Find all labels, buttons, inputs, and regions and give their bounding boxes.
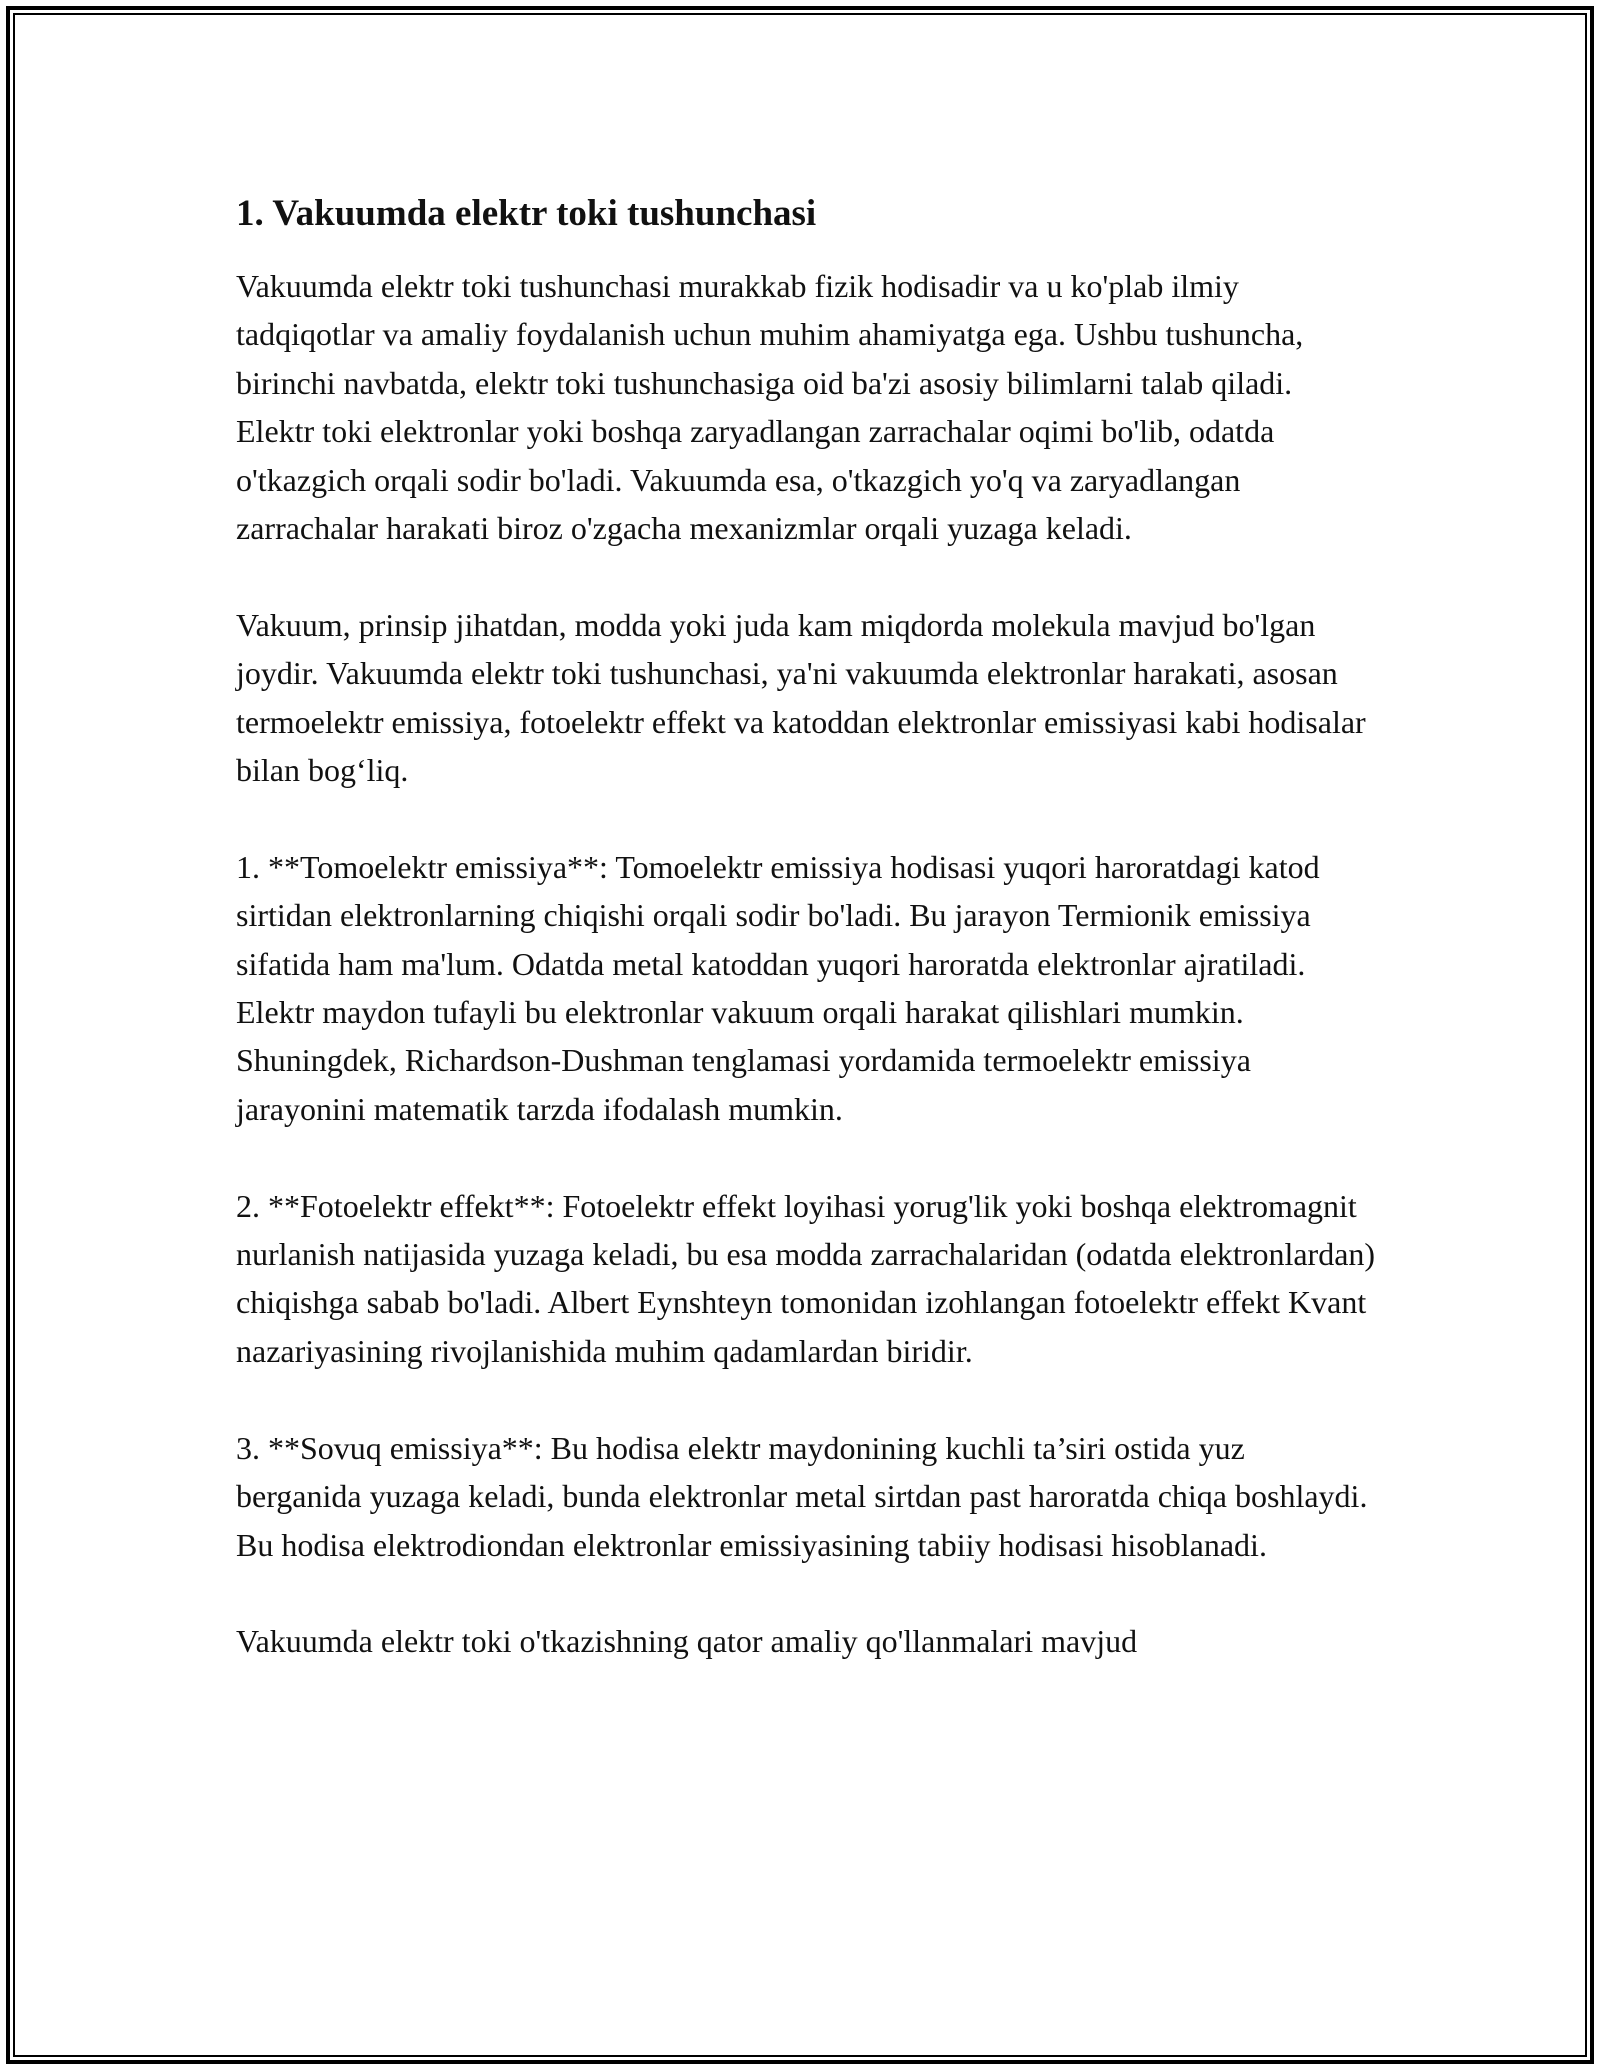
paragraph-cold-emission: 3. **Sovuq emissiya**: Bu hodisa elektr maydonining kuchli ta’siri ostida yuz berganida yuzaga keladi, bunda elektronlar metal sirtdan past haroratda chiqa boshlaydi. Bu hodisa elektrodiondan elektronlar emissiyasining tabiiy hodisasi hisoblanadi.	[236, 1429, 1368, 1563]
document-body	[236, 190, 1376, 1666]
paragraph-photoelectric-effect: 2. **Fotoelektr effekt**: Fotoelektr effekt loyihasi yorug'lik yoki boshqa elektromagnit nurlanish natijasida yuzaga keladi, bu esa modda zarrachalaridan (odatda elektronlardan) chiqishga sabab bo'ladi. Albert Eynshteyn tomonidan izohlangan fotoelektr effekt Kvant nazariyasining rivojlanishida muhim qadamlardan biridir.	[236, 1187, 1376, 1369]
paragraph-thermoelectric-emission: 1. **Tomoelektr emissiya**: Tomoelektr emissiya hodisasi yuqori haroratdagi katod sirtidan elektronlarning chiqishi orqali sodir bo'ladi. Bu jarayon Termionik emissiya sifatida ham ma'lum. Odatda metal katoddan yuqori haroratda elektronlar ajratiladi. Elektr maydon tufayli bu elektronlar vakuum orqali harakat qilishlari mumkin. Shuningdek, Richardson-Dushman tenglamasi yordamida termoelektr emissiya jarayonini matematik tarzda ifodalash mumkin.	[236, 848, 1320, 1127]
paragraph-intro: Vakuumda elektr toki tushunchasi murakkab fizik hodisadir va u ko'plab ilmiy tadqiqotlar va amaliy foydalanish uchun muhim ahamiyatga ega. Ushbu tushuncha, birinchi navbatda, elektr toki tushunchasiga oid ba'zi asosiy bilimlarni talab qiladi. Elektr toki elektronlar yoki boshqa zaryadlangan zarrachalar oqimi bo'lib, odatda o'tkazgich orqali sodir bo'ladi. Vakuumda esa, o'tkazgich yo'q va zaryadlangan zarrachalar harakati biroz o'zgacha mexanizmlar orqali yuzaga keladi.	[236, 268, 1304, 547]
paragraph-applications: Vakuumda elektr toki o'tkazishning qator amaliy qo'llanmalari mavjud	[236, 1623, 1138, 1660]
paragraph-vacuum-definition: Vakuum, prinsip jihatdan, modda yoki juda kam miqdorda molekula mavjud bo'lgan joydir. Vakuumda elektr toki tushunchasi, ya'ni vakuumda elektronlar harakati, asosan termoelektr emissiya, fotoelektr effekt va katoddan elektronlar emissiyasi kabi hodisalar bilan bog‘liq.	[236, 606, 1366, 789]
document-title: 1. Vakuumda elektr toki tushunchasi	[236, 193, 817, 234]
